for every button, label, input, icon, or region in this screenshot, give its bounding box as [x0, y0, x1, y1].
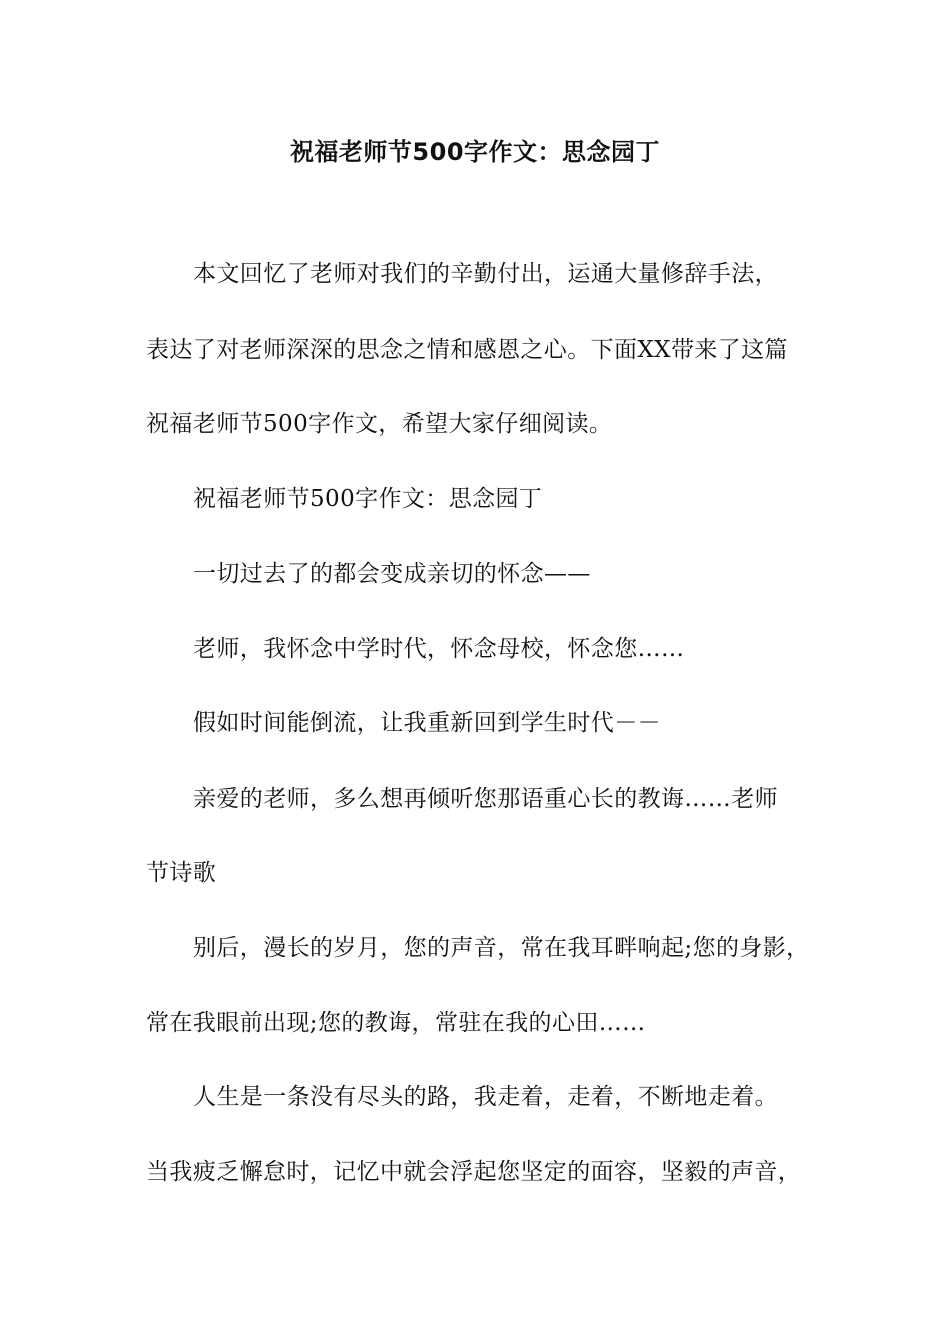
paragraph-line: 别后，漫长的岁月，您的声音，常在我耳畔响起;您的身影， [193, 935, 810, 961]
paragraph-line: 假如时间能倒流，让我重新回到学生时代－－ [193, 710, 661, 736]
paragraph-line: 祝福老师节500字作文，希望大家仔细阅读。 [146, 411, 613, 437]
paragraph-line: 本文回忆了老师对我们的辛勤付出，运通大量修辞手法， [193, 261, 778, 287]
paragraph-line: 常在我眼前出现;您的教诲，常驻在我的心田…… [146, 1010, 646, 1036]
paragraph-line: 表达了对老师深深的思念之情和感恩之心。下面XX带来了这篇 [146, 337, 788, 363]
paragraph-line: 祝福老师节500字作文：思念园丁 [193, 486, 543, 512]
document-title: 祝福老师节500字作文：思念园丁 [289, 138, 661, 166]
paragraph-line: 当我疲乏懈怠时，记忆中就会浮起您坚定的面容，坚毅的声音， [146, 1159, 802, 1185]
paragraph-line: 人生是一条没有尽头的路，我走着，走着，不断地走着。 [193, 1084, 778, 1110]
paragraph-line: 老师，我怀念中学时代，怀念母校，怀念您…… [193, 636, 685, 662]
paragraph-line: 一切过去了的都会变成亲切的怀念—— [193, 561, 591, 587]
paragraph-line: 亲爱的老师，多么想再倾听您那语重心长的教诲……老师 [193, 786, 778, 812]
paragraph-line: 节诗歌 [146, 860, 217, 886]
